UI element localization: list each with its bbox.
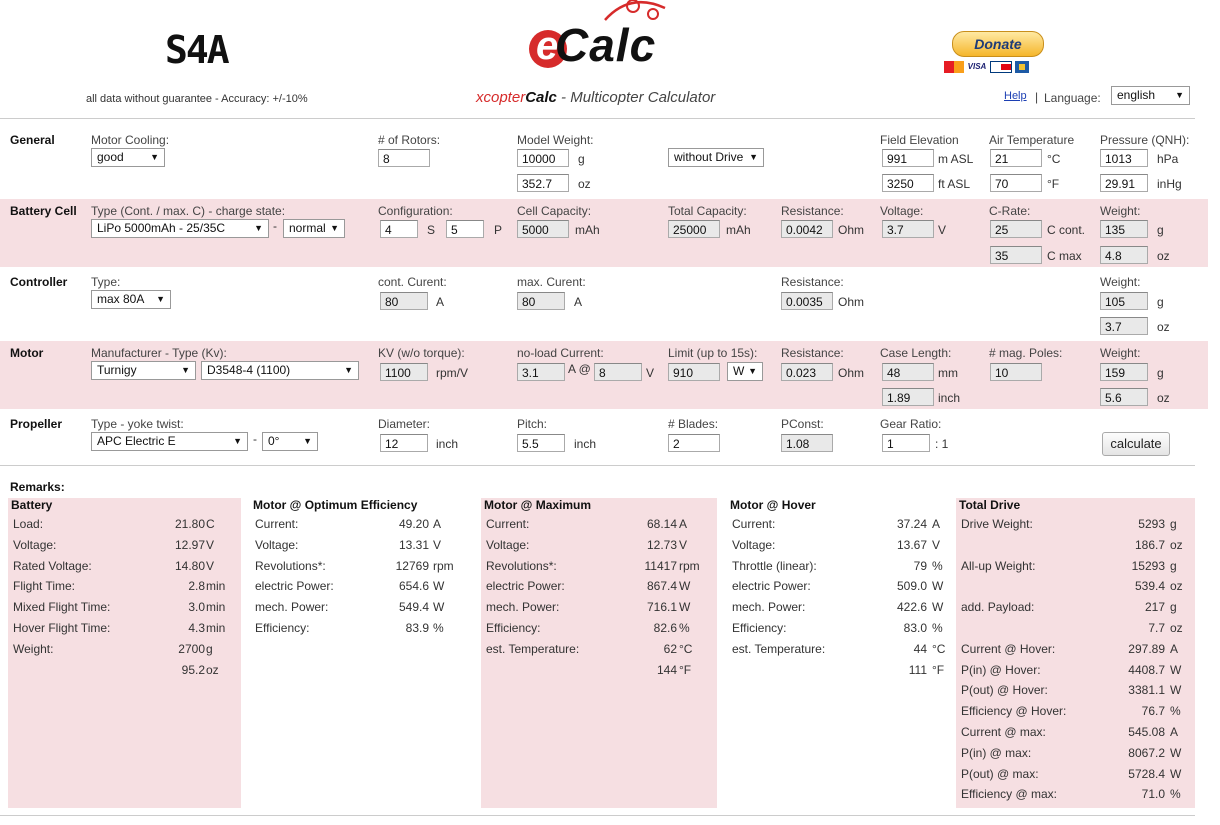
crate-max-input: 35: [990, 246, 1042, 264]
result-label: Current:: [486, 517, 530, 531]
result-label: P(in) @ max:: [961, 745, 1032, 760]
result-label: est. Temperature:: [486, 641, 580, 656]
charge-state-select[interactable]: [283, 219, 345, 238]
cell-capacity-label: Cell Capacity:: [517, 204, 592, 218]
result-label: Current @ max:: [961, 725, 1046, 739]
result-value: 95.2: [181, 662, 205, 677]
pressure-inhg-unit: inHg: [1157, 177, 1182, 191]
motor-mfr-value: Turnigy: [97, 363, 137, 377]
result-label: Mixed Flight Time:: [13, 600, 111, 615]
chevron-down-icon: ▼: [181, 365, 190, 375]
result-value: 217: [1144, 600, 1165, 615]
battery-weight-oz-input: 4.8: [1100, 246, 1148, 264]
air-temp-f-input[interactable]: 70: [990, 174, 1042, 192]
result-value: 549.4: [398, 600, 429, 615]
cont-current-unit: A: [436, 295, 445, 309]
blades-label: # Blades:: [668, 417, 719, 431]
results-hover-title: Motor @ Hover: [730, 498, 816, 512]
total-capacity-input: 25000: [668, 220, 720, 238]
chevron-down-icon: ▼: [748, 366, 757, 376]
result-value: 82.6: [653, 621, 677, 635]
kv-input[interactable]: 1100: [380, 363, 428, 381]
motor-resistance-unit: Ohm: [838, 366, 865, 380]
result-value: 76.7: [1141, 704, 1165, 719]
motor-weight-g-unit: g: [1157, 366, 1164, 380]
prop-type-select[interactable]: [91, 432, 248, 451]
pconst-input[interactable]: 1.08: [781, 434, 833, 452]
result-unit: V: [206, 558, 215, 573]
result-label: P(in) @ Hover:: [961, 662, 1041, 677]
result-unit: A: [1170, 725, 1179, 739]
ecalc-calc: Calc: [555, 19, 657, 71]
result-unit: min: [206, 621, 226, 635]
drive-value: without Drive: [674, 150, 744, 164]
prop-type-value: APC Electric E: [97, 434, 176, 448]
result-value: 422.6: [896, 600, 927, 615]
result-unit: °C: [932, 641, 946, 656]
cont-current-input[interactable]: 80: [380, 292, 428, 310]
result-value: 144: [656, 662, 677, 677]
result-unit: V: [932, 537, 941, 552]
result-unit: V: [679, 537, 688, 552]
total-capacity-unit: mAh: [726, 223, 751, 237]
result-label: add. Payload:: [961, 600, 1035, 615]
result-label: P(out) @ Hover:: [961, 683, 1048, 698]
result-label: Voltage:: [732, 537, 776, 552]
result-unit: A: [1170, 641, 1179, 656]
result-label: electric Power:: [732, 579, 811, 594]
result-value: 545.08: [1128, 725, 1165, 739]
controller-type-value: max 80A: [97, 292, 145, 306]
crate-label: C-Rate:: [989, 204, 1031, 218]
noload-current-input[interactable]: 3.1: [517, 363, 565, 381]
battery-weight-oz-unit: oz: [1157, 249, 1170, 263]
cell-capacity-input[interactable]: 5000: [517, 220, 569, 238]
result-value: 37.24: [896, 517, 927, 531]
result-value: 2700: [178, 641, 205, 656]
result-unit: %: [679, 621, 690, 635]
result-label: Load:: [13, 517, 44, 531]
chevron-down-icon: ▼: [344, 365, 353, 375]
subtitle-calc: Calc: [525, 89, 557, 106]
subtitle-xcopter: xcopter: [476, 89, 526, 106]
result-label: Rated Voltage:: [13, 558, 92, 573]
result-unit: W: [1170, 662, 1182, 677]
kv-label: KV (w/o torque):: [378, 346, 465, 360]
case-length-label: Case Length:: [880, 346, 952, 360]
result-unit: V: [433, 537, 442, 552]
chevron-down-icon: ▼: [156, 294, 165, 304]
result-label: Voltage:: [486, 537, 530, 552]
controller-type-select[interactable]: [91, 290, 171, 309]
donate-button[interactable]: Donate: [952, 31, 1044, 57]
config-s-unit: S: [427, 223, 436, 237]
pitch-unit: inch: [574, 437, 597, 451]
result-unit: oz: [1170, 537, 1183, 552]
result-value: 13.31: [398, 537, 429, 552]
result-value: 5293: [1138, 517, 1165, 531]
battery-resistance-unit: Ohm: [838, 223, 865, 237]
motor-weight-g-input[interactable]: 159: [1100, 363, 1148, 381]
result-value: 509.0: [896, 579, 927, 594]
kv-unit: rpm/V: [436, 366, 469, 380]
max-current-unit: A: [574, 295, 583, 309]
cont-current-label: cont. Curent:: [378, 275, 447, 289]
result-label: est. Temperature:: [732, 641, 826, 656]
motor-weight-label: Weight:: [1100, 346, 1141, 360]
section-propeller: Propeller: [10, 417, 63, 431]
cell-capacity-unit: mAh: [575, 223, 600, 237]
result-value: 716.1: [646, 600, 677, 615]
prop-type-label: Type - yoke twist:: [91, 417, 184, 431]
result-unit: g: [1170, 600, 1177, 615]
model-weight-oz-unit: oz: [578, 177, 591, 191]
chevron-down-icon: ▼: [330, 223, 339, 233]
air-temp-c-unit: °C: [1047, 152, 1061, 166]
result-label: electric Power:: [255, 579, 334, 594]
results-battery-title: Battery: [11, 498, 53, 512]
max-current-input[interactable]: 80: [517, 292, 565, 310]
giropay-icon: [990, 61, 1012, 73]
s4a-logo: S4A: [165, 28, 228, 72]
battery-resistance-label: Resistance:: [781, 204, 844, 218]
result-unit: °C: [679, 641, 693, 656]
result-label: Throttle (linear):: [732, 558, 817, 573]
model-weight-g-unit: g: [578, 152, 585, 166]
result-label: electric Power:: [486, 579, 565, 594]
chevron-down-icon: ▼: [254, 223, 263, 233]
result-unit: W: [433, 600, 445, 615]
field-elevation-label: Field Elevation: [880, 133, 959, 147]
result-unit: C: [206, 517, 215, 531]
result-unit: rpm: [679, 558, 700, 573]
noload-label: no-load Current:: [517, 346, 604, 360]
result-value: 654.6: [398, 579, 429, 594]
visa-icon: VISA: [967, 62, 987, 71]
result-label: Current:: [255, 517, 299, 531]
air-temp-label: Air Temperature: [989, 133, 1075, 147]
result-value: 12769: [395, 558, 429, 573]
result-unit: min: [206, 579, 226, 594]
config-p-unit: P: [494, 223, 503, 237]
controller-weight-g-unit: g: [1157, 295, 1164, 309]
result-unit: %: [433, 621, 444, 635]
case-length-mm-unit: mm: [938, 366, 958, 380]
result-value: 44: [913, 641, 927, 656]
model-weight-oz-input[interactable]: 352.7: [517, 174, 569, 192]
result-value: 21.80: [174, 517, 205, 531]
result-unit: %: [1170, 787, 1181, 802]
mag-poles-input[interactable]: 10: [990, 363, 1042, 381]
result-value: 79: [913, 558, 927, 573]
result-value: 62: [663, 641, 677, 656]
max-current-label: max. Curent:: [517, 275, 586, 289]
pressure-inhg-input[interactable]: 29.91: [1100, 174, 1148, 192]
air-temp-c-input[interactable]: 21: [990, 149, 1042, 167]
blades-input[interactable]: 2: [668, 434, 720, 452]
result-unit: %: [1170, 704, 1181, 719]
result-value: 12.97: [174, 537, 205, 552]
header-separator: |: [1035, 90, 1039, 104]
battery-voltage-label: Voltage:: [880, 204, 924, 218]
limit-input[interactable]: 910: [668, 363, 720, 381]
pressure-hpa-unit: hPa: [1157, 152, 1179, 166]
motor-cooling-select[interactable]: [91, 148, 165, 167]
noload-voltage-input[interactable]: 8: [594, 363, 642, 381]
divider-bottom: [0, 815, 1195, 816]
model-weight-label: Model Weight:: [517, 133, 594, 147]
pitch-input[interactable]: 5.5: [517, 434, 565, 452]
chevron-down-icon: ▼: [749, 152, 758, 162]
result-value: 83.0: [903, 621, 927, 635]
ecalc-e: e: [536, 24, 559, 68]
case-length-inch-input[interactable]: 1.89: [882, 388, 934, 406]
controller-weight-oz-input[interactable]: 3.7: [1100, 317, 1148, 335]
battery-weight-label: Weight:: [1100, 204, 1141, 218]
crate-cont-input: 25: [990, 220, 1042, 238]
case-length-inch-unit: inch: [938, 391, 961, 405]
result-unit: A: [679, 517, 688, 531]
result-value: 2.8: [188, 579, 205, 594]
result-value: 297.89: [1128, 641, 1165, 656]
limit-unit-value: W: [733, 364, 745, 378]
limit-label: Limit (up to 15s):: [668, 346, 758, 360]
motor-cooling-label: Motor Cooling:: [91, 133, 170, 147]
subtitle-rest: - Multicopter Calculator: [556, 89, 716, 106]
pconst-label: PConst:: [781, 417, 824, 431]
result-value: 15293: [1131, 558, 1165, 573]
sofort-icon: [1015, 61, 1029, 73]
motor-resistance-label: Resistance:: [781, 346, 844, 360]
gear-ratio-label: Gear Ratio:: [880, 417, 942, 431]
controller-weight-g-input[interactable]: 105: [1100, 292, 1148, 310]
result-unit: W: [1170, 745, 1182, 760]
section-motor: Motor: [10, 346, 44, 360]
rotors-label: # of Rotors:: [378, 133, 441, 147]
result-label: mech. Power:: [486, 600, 560, 615]
result-unit: A: [433, 517, 442, 531]
result-label: All-up Weight:: [961, 558, 1036, 573]
calculate-button[interactable]: calculate: [1102, 432, 1170, 456]
controller-resistance-input[interactable]: 0.0035: [781, 292, 833, 310]
chevron-down-icon: ▼: [150, 152, 159, 162]
pressure-hpa-input[interactable]: 1013: [1100, 149, 1148, 167]
controller-weight-oz-unit: oz: [1157, 320, 1170, 334]
motor-type-select[interactable]: [201, 361, 359, 380]
result-value: 71.0: [1141, 787, 1165, 802]
diameter-unit: inch: [436, 437, 459, 451]
result-label: Revolutions*:: [486, 558, 557, 573]
disclaimer: all data without guarantee - Accuracy: +/-10%: [86, 93, 308, 105]
result-label: Voltage:: [255, 537, 299, 552]
result-unit: min: [206, 600, 226, 615]
result-unit: °F: [932, 662, 945, 677]
mastercard-icon: [944, 61, 964, 73]
section-battery: Battery Cell: [10, 204, 77, 218]
field-elevation-ft-input[interactable]: 3250: [882, 174, 934, 192]
ecalc-logo[interactable]: [525, 0, 675, 75]
diameter-input[interactable]: 12: [380, 434, 428, 452]
result-label: Current:: [732, 517, 776, 531]
crate-max-unit: C max: [1047, 249, 1082, 263]
pressure-label: Pressure (QNH):: [1100, 133, 1190, 147]
result-unit: W: [679, 600, 691, 615]
charge-state-value: normal: [289, 221, 326, 235]
result-value: 12.73: [646, 537, 677, 552]
motor-type-value: D3548-4 (1100): [207, 363, 291, 377]
total-capacity-label: Total Capacity:: [668, 204, 747, 218]
result-value: 8067.2: [1128, 745, 1165, 760]
result-value: 7.7: [1148, 621, 1165, 635]
crate-cont-unit: C cont.: [1047, 223, 1086, 237]
model-weight-g-input[interactable]: 10000: [517, 149, 569, 167]
remarks-label: Remarks:: [10, 480, 65, 494]
mag-poles-label: # mag. Poles:: [989, 346, 1063, 360]
result-value: 186.7: [1134, 537, 1165, 552]
result-value: 3381.1: [1128, 683, 1165, 698]
result-label: Weight:: [13, 641, 54, 656]
result-unit: g: [206, 641, 213, 656]
result-unit: W: [679, 579, 691, 594]
air-temp-f-unit: °F: [1047, 177, 1060, 191]
result-unit: W: [1170, 766, 1182, 781]
field-elevation-ft-unit: ft ASL: [938, 177, 971, 191]
yoke-twist-select[interactable]: [262, 432, 318, 451]
battery-dash: -: [273, 219, 277, 233]
result-value: 83.9: [405, 621, 429, 635]
result-label: Efficiency:: [732, 621, 787, 635]
result-label: Current @ Hover:: [961, 641, 1056, 656]
field-elevation-m-unit: m ASL: [938, 152, 974, 166]
result-unit: W: [932, 600, 944, 615]
result-label: Voltage:: [13, 537, 57, 552]
section-general: General: [10, 133, 55, 147]
diameter-label: Diameter:: [378, 417, 431, 431]
result-value: 539.4: [1134, 579, 1165, 594]
battery-weight-g-unit: g: [1157, 223, 1164, 237]
chevron-down-icon: ▼: [303, 436, 312, 446]
result-label: P(out) @ max:: [961, 766, 1039, 781]
config-p-input[interactable]: 5: [446, 220, 484, 238]
language-select[interactable]: [1111, 86, 1190, 105]
result-label: Hover Flight Time:: [13, 621, 111, 635]
noload-voltage-unit: V: [646, 366, 655, 380]
language-value: english: [1117, 88, 1156, 102]
case-length-mm-input[interactable]: 48: [882, 363, 934, 381]
pitch-label: Pitch:: [517, 417, 548, 431]
divider-remarks: [0, 465, 1195, 466]
result-unit: %: [932, 558, 943, 573]
result-value: 867.4: [646, 579, 677, 594]
result-label: Efficiency:: [486, 621, 541, 635]
result-value: 68.14: [646, 517, 677, 531]
motor-weight-oz-input[interactable]: 5.6: [1100, 388, 1148, 406]
subtitle: [476, 89, 715, 106]
battery-type-select[interactable]: [91, 219, 269, 238]
result-value: 4.3: [188, 621, 205, 635]
result-label: Efficiency:: [255, 621, 310, 635]
result-label: mech. Power:: [732, 600, 806, 615]
result-value: 13.67: [896, 537, 927, 552]
rotors-input[interactable]: 8: [378, 149, 430, 167]
result-label: Drive Weight:: [961, 517, 1033, 531]
gear-ratio-input[interactable]: 1: [882, 434, 930, 452]
section-controller: Controller: [10, 275, 68, 289]
result-value: 49.20: [398, 517, 429, 531]
config-s-input[interactable]: 4: [380, 220, 418, 238]
result-unit: oz: [206, 662, 219, 677]
battery-weight-g-input: 135: [1100, 220, 1148, 238]
result-label: Efficiency @ Hover:: [961, 704, 1067, 719]
result-unit: %: [932, 621, 943, 635]
chevron-down-icon: ▼: [1175, 90, 1184, 100]
configuration-label: Configuration:: [378, 204, 453, 218]
result-unit: °F: [679, 662, 692, 677]
result-unit: W: [1170, 683, 1182, 698]
result-label: mech. Power:: [255, 600, 329, 615]
yoke-twist-value: 0°: [268, 434, 280, 448]
result-value: 5728.4: [1128, 766, 1165, 781]
motor-cooling-value: good: [97, 150, 124, 164]
battery-resistance-input: 0.0042: [781, 220, 833, 238]
controller-resistance-label: Resistance:: [781, 275, 844, 289]
motor-resistance-input[interactable]: 0.023: [781, 363, 833, 381]
prop-dash: -: [253, 432, 257, 446]
result-unit: W: [932, 579, 944, 594]
results-total-title: Total Drive: [959, 498, 1021, 512]
controller-type-label: Type:: [91, 275, 121, 289]
results-maximum-title: Motor @ Maximum: [484, 498, 592, 512]
chevron-down-icon: ▼: [233, 436, 242, 446]
result-value: 4408.7: [1128, 662, 1165, 677]
result-unit: g: [1170, 517, 1177, 531]
result-unit: W: [433, 579, 445, 594]
divider-top: [0, 118, 1195, 119]
gear-ratio-unit: : 1: [935, 437, 949, 451]
help-link[interactable]: Help: [1004, 90, 1027, 102]
battery-type-value: LiPo 5000mAh - 25/35C: [97, 221, 226, 235]
result-label: Revolutions*:: [255, 558, 326, 573]
motor-weight-oz-unit: oz: [1157, 391, 1170, 405]
results-optimum-title: Motor @ Optimum Efficiency: [253, 498, 418, 512]
motor-mfr-select[interactable]: [91, 361, 196, 380]
result-label: Flight Time:: [13, 579, 76, 594]
language-label: Language:: [1044, 91, 1101, 105]
noload-at-label: A @: [568, 362, 591, 376]
limit-unit-select[interactable]: [727, 362, 763, 381]
result-unit: oz: [1170, 621, 1183, 635]
result-value: 3.0: [188, 600, 205, 615]
drive-select[interactable]: [668, 148, 764, 167]
battery-voltage-input: 3.7: [882, 220, 934, 238]
result-label: Efficiency @ max:: [961, 787, 1057, 802]
result-value: 11417: [644, 558, 677, 573]
motor-mfr-label: Manufacturer - Type (Kv):: [91, 346, 227, 360]
battery-voltage-unit: V: [938, 223, 947, 237]
result-value: 14.80: [174, 558, 205, 573]
result-value: 111: [908, 662, 927, 677]
result-unit: A: [932, 517, 941, 531]
result-unit: oz: [1170, 579, 1183, 594]
controller-weight-label: Weight:: [1100, 275, 1141, 289]
result-unit: g: [1170, 558, 1177, 573]
controller-resistance-unit: Ohm: [838, 295, 865, 309]
battery-type-label: Type (Cont. / max. C) - charge state:: [91, 204, 286, 218]
result-unit: V: [206, 537, 215, 552]
result-unit: rpm: [433, 558, 454, 573]
field-elevation-m-input[interactable]: 991: [882, 149, 934, 167]
